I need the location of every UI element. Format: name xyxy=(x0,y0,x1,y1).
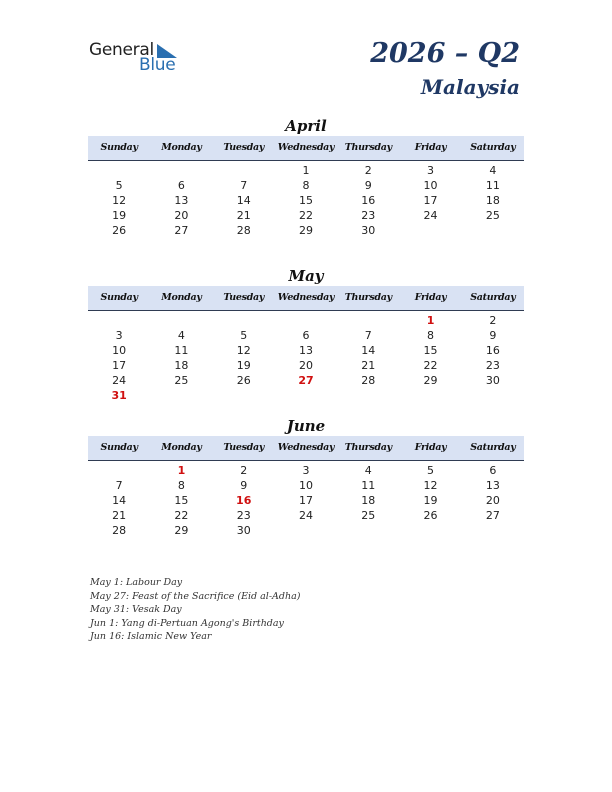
date-cell: 10 xyxy=(423,179,438,192)
month-may xyxy=(88,266,524,403)
weekday-label: Wednesday xyxy=(277,292,335,303)
date-cell: 2 xyxy=(364,164,372,177)
week-row xyxy=(88,208,524,223)
date-cell: 21 xyxy=(361,359,376,372)
weekday-header xyxy=(88,286,524,311)
date-cell: 17 xyxy=(423,194,438,207)
date-cell: 13 xyxy=(174,194,189,207)
date-cell: 9 xyxy=(489,329,497,342)
date-cell: 14 xyxy=(236,194,251,207)
date-cell: 30 xyxy=(361,224,376,237)
date-cell: 30 xyxy=(236,524,251,537)
holiday-note: Jun 16: Islamic New Year xyxy=(90,631,212,642)
holiday-note: May 1: Labour Day xyxy=(90,577,183,588)
weekday-header xyxy=(88,436,524,461)
date-cell: 15 xyxy=(423,344,438,357)
holiday-date-cell: 16 xyxy=(236,494,252,507)
date-cell: 19 xyxy=(112,209,127,222)
date-cell: 9 xyxy=(364,179,372,192)
empty-cell xyxy=(337,388,399,403)
week-row xyxy=(88,313,524,328)
date-cell: 18 xyxy=(174,359,189,372)
empty-cell xyxy=(399,388,461,403)
weekday-label: Thursday xyxy=(344,142,392,153)
holiday-date-cell: 1 xyxy=(426,314,435,327)
date-cell: 12 xyxy=(236,344,251,357)
empty-cell xyxy=(337,523,399,538)
holiday-note: May 27: Feast of the Sacrifice (Eid al-Adha) xyxy=(90,590,301,602)
empty-cell xyxy=(399,523,461,538)
date-cell: 11 xyxy=(174,344,189,357)
date-cell: 3 xyxy=(427,164,435,177)
week-row xyxy=(88,373,524,388)
date-cell: 8 xyxy=(177,479,185,492)
date-cell: 23 xyxy=(236,509,251,522)
weekday-label: Saturday xyxy=(470,292,516,303)
month-grid xyxy=(88,311,524,403)
date-cell: 30 xyxy=(485,374,500,387)
empty-cell xyxy=(150,163,212,178)
weekday-label: Sunday xyxy=(100,442,138,453)
month-title: May xyxy=(288,267,324,285)
date-cell: 24 xyxy=(423,209,438,222)
date-cell: 7 xyxy=(240,179,248,192)
date-cell: 27 xyxy=(485,509,500,522)
empty-cell xyxy=(213,388,275,403)
empty-cell xyxy=(88,163,150,178)
date-cell: 15 xyxy=(174,494,189,507)
weekday-label: Wednesday xyxy=(277,442,335,453)
date-cell: 4 xyxy=(364,464,372,477)
week-row xyxy=(88,388,524,403)
empty-cell xyxy=(275,523,337,538)
month-april xyxy=(88,116,524,238)
weekday-label: Tuesday xyxy=(223,142,265,153)
date-cell: 11 xyxy=(485,179,500,192)
empty-cell xyxy=(213,163,275,178)
week-row xyxy=(88,178,524,193)
date-cell: 25 xyxy=(361,509,376,522)
weekday-label: Monday xyxy=(161,442,202,453)
week-row xyxy=(88,358,524,373)
date-cell: 7 xyxy=(364,329,372,342)
date-cell: 12 xyxy=(112,194,127,207)
date-cell: 16 xyxy=(485,344,500,357)
holiday-date-cell: 31 xyxy=(111,389,127,402)
date-cell: 16 xyxy=(361,194,376,207)
date-cell: 5 xyxy=(240,329,248,342)
logo-word-blue: Blue xyxy=(139,55,176,75)
date-cell: 21 xyxy=(112,509,127,522)
country-name: Malaysia xyxy=(420,75,520,99)
date-cell: 14 xyxy=(112,494,127,507)
date-cell: 26 xyxy=(423,509,438,522)
date-cell: 20 xyxy=(298,359,313,372)
month-title: April xyxy=(285,117,327,135)
date-cell: 3 xyxy=(302,464,310,477)
week-row xyxy=(88,493,524,508)
weekday-label: Wednesday xyxy=(277,142,335,153)
date-cell: 12 xyxy=(423,479,438,492)
weekday-label: Friday xyxy=(414,142,447,153)
date-cell: 1 xyxy=(302,164,310,177)
date-cell: 6 xyxy=(177,179,185,192)
date-cell: 14 xyxy=(361,344,376,357)
holiday-note: May 31: Vesak Day xyxy=(90,604,182,615)
date-cell: 22 xyxy=(423,359,438,372)
date-cell: 29 xyxy=(423,374,438,387)
date-cell: 29 xyxy=(174,524,189,537)
weekday-label: Tuesday xyxy=(223,292,265,303)
week-row xyxy=(88,343,524,358)
date-cell: 9 xyxy=(240,479,248,492)
date-cell: 17 xyxy=(298,494,313,507)
date-cell: 24 xyxy=(298,509,313,522)
date-cell: 28 xyxy=(112,524,127,537)
week-row xyxy=(88,223,524,238)
month-grid xyxy=(88,461,524,538)
date-cell: 11 xyxy=(361,479,376,492)
date-cell: 10 xyxy=(112,344,127,357)
date-cell: 13 xyxy=(298,344,313,357)
date-cell: 22 xyxy=(298,209,313,222)
date-cell: 6 xyxy=(489,464,497,477)
weekday-label: Sunday xyxy=(100,142,138,153)
date-cell: 25 xyxy=(485,209,500,222)
date-cell: 6 xyxy=(302,329,310,342)
weekday-label: Thursday xyxy=(344,442,392,453)
date-cell: 2 xyxy=(240,464,248,477)
date-cell: 26 xyxy=(112,224,127,237)
date-cell: 7 xyxy=(115,479,123,492)
logo-word-general: General xyxy=(89,40,154,60)
empty-cell xyxy=(399,223,461,238)
empty-cell xyxy=(150,313,212,328)
date-cell: 18 xyxy=(485,194,500,207)
date-cell: 20 xyxy=(174,209,189,222)
empty-cell xyxy=(337,313,399,328)
week-row xyxy=(88,478,524,493)
date-cell: 8 xyxy=(427,329,435,342)
date-cell: 19 xyxy=(236,359,251,372)
date-cell: 19 xyxy=(423,494,438,507)
empty-cell xyxy=(88,313,150,328)
weekday-label: Saturday xyxy=(470,142,516,153)
date-cell: 5 xyxy=(115,179,123,192)
date-cell: 4 xyxy=(489,164,497,177)
week-row xyxy=(88,163,524,178)
date-cell: 24 xyxy=(112,374,127,387)
weekday-label: Sunday xyxy=(100,292,138,303)
empty-cell xyxy=(88,463,150,478)
empty-cell xyxy=(462,388,524,403)
date-cell: 26 xyxy=(236,374,251,387)
weekday-label: Friday xyxy=(414,292,447,303)
date-cell: 23 xyxy=(485,359,500,372)
generalblue-logo xyxy=(89,40,189,76)
date-cell: 28 xyxy=(361,374,376,387)
date-cell: 21 xyxy=(236,209,251,222)
date-cell: 29 xyxy=(298,224,313,237)
page-title: 2026 – Q2 xyxy=(370,38,520,69)
date-cell: 23 xyxy=(361,209,376,222)
weekday-label: Thursday xyxy=(344,292,392,303)
date-cell: 15 xyxy=(298,194,313,207)
date-cell: 10 xyxy=(298,479,313,492)
holiday-date-cell: 27 xyxy=(298,374,314,387)
weekday-label: Saturday xyxy=(470,442,516,453)
week-row xyxy=(88,523,524,538)
empty-cell xyxy=(213,313,275,328)
date-cell: 3 xyxy=(115,329,123,342)
week-row xyxy=(88,193,524,208)
empty-cell xyxy=(275,313,337,328)
date-cell: 20 xyxy=(485,494,500,507)
empty-cell xyxy=(462,223,524,238)
date-cell: 27 xyxy=(174,224,189,237)
date-cell: 28 xyxy=(236,224,251,237)
empty-cell xyxy=(150,388,212,403)
date-cell: 17 xyxy=(112,359,127,372)
empty-cell xyxy=(462,523,524,538)
week-row xyxy=(88,463,524,478)
weekday-label: Friday xyxy=(414,442,447,453)
weekday-header xyxy=(88,136,524,161)
holiday-notes xyxy=(90,576,300,644)
date-cell: 22 xyxy=(174,509,189,522)
empty-cell xyxy=(275,388,337,403)
holiday-note: Jun 1: Yang di-Pertuan Agong's Birthday xyxy=(90,617,284,629)
weekday-label: Monday xyxy=(161,142,202,153)
weekday-label: Tuesday xyxy=(223,442,265,453)
week-row xyxy=(88,508,524,523)
holiday-date-cell: 1 xyxy=(177,464,186,477)
date-cell: 5 xyxy=(427,464,435,477)
week-row xyxy=(88,328,524,343)
month-grid xyxy=(88,161,524,238)
date-cell: 4 xyxy=(177,329,185,342)
date-cell: 25 xyxy=(174,374,189,387)
month-title: June xyxy=(286,417,326,435)
month-june xyxy=(88,416,524,538)
date-cell: 13 xyxy=(485,479,500,492)
date-cell: 18 xyxy=(361,494,376,507)
weekday-label: Monday xyxy=(161,292,202,303)
date-cell: 8 xyxy=(302,179,310,192)
date-cell: 2 xyxy=(489,314,497,327)
